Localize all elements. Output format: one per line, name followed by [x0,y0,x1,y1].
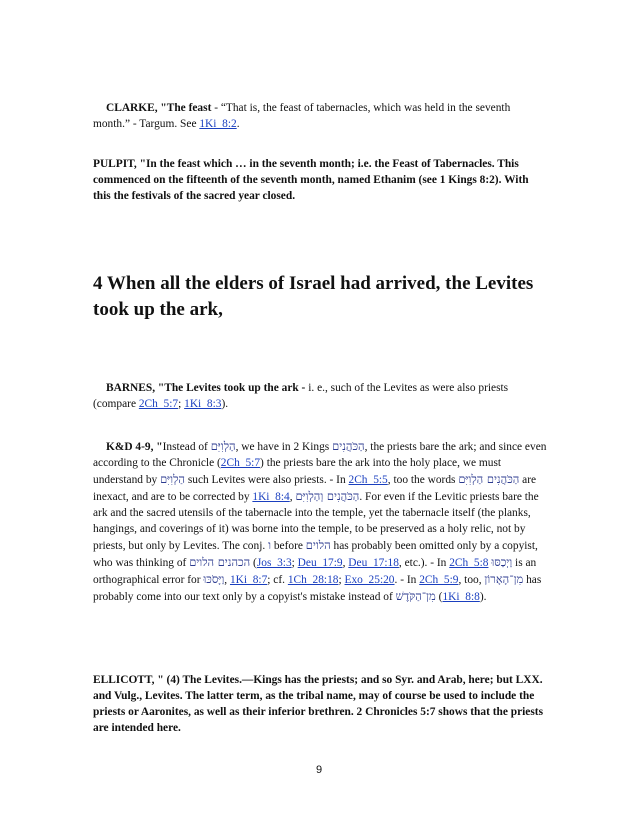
scripture-link[interactable]: 1Ki_8:7 [229,574,268,586]
hebrew-text: הַכֹּהֲנִים הַלְוִיִּם [458,472,520,486]
hebrew-text: וַיְכַסּוּ [491,555,513,569]
ellicott-commentary: ELLICOTT, " (4) The Levites.—Kings has the priests; and so Syr. and Arab, here; but LXX. and Vulg., Levites. The latter term, as the tribal name, may of course be used to include the priests or Aaronites, as well as their inferior brethren. 2 Chronicles 5:7 shows that the priests are intended here. [93,674,544,734]
scripture-link[interactable]: 1Ch_28:18 [287,574,339,586]
hebrew-text: וַיָּסֹכּוּ [203,572,225,586]
kd-commentary: K&D 4-9, "Instead of הַלְוִיִּם, we have in 2 Kings הַכֹּהֲנִים, the priests bare the ark; and since even according to the Chronicle (2Ch_5:7) the priests bare the ark into the holy place, we must understand by הַלְוִיִּם such Levites were also priests. - In 2Ch_5:5, too the words הַכֹּהֲנִים הַלְוִיִּם are inexact, and are to be corrected by 1Ki_8:4, הַכֹּהֲנִים וְהַלְוִיִּם. For even if the Levitic priests bare the ark and the sacred utensils of the tabernacle into the temple, yet the tabernacle itself (the planks, hangings, and coverings of it) was borne into the temple, to be preserved as a holy relic, not by priests, but only by Levites. The conj. ו before הלוים has probably been omitted only by a copyist, who was thinking of הכהנים הלוים (Jos_3:3; Deu_17:9, Deu_17:18, etc.). - In 2Ch_5:8 וַיְכַסּוּ is an orthographical error for וַיָּסֹכּוּ, 1Ki_8:7; cf. 1Ch_28:18; Exo_25:20. - In 2Ch_5:9, too, מִן־הָאָרוֹן has probably come into our text only by a copyist's mistake instead of מִן־הַקֹּדֶשׁ (1Ki_8:8). [93,439,547,603]
scripture-link[interactable]: 1Ki_8:4 [252,491,290,503]
scripture-link[interactable]: 2Ch_5:5 [348,474,388,486]
scripture-link[interactable]: Deu_17:9 [297,557,343,569]
hebrew-text: ו [268,538,271,552]
scripture-link[interactable]: 2Ch_5:8 [449,557,489,569]
pulpit-commentary: PULPIT, "In the feast which … in the seventh month; i.e. the Feast of Tabernacles. This commenced on the fifteenth of the seventh month, named Ethanim (see 1 Kings 8:2). With this the festivals of the sacred year closed. [93,158,529,202]
hebrew-text: הַכֹּהֲנִים וְהַלְוִיִּם [295,489,360,503]
scripture-link[interactable]: 2Ch_5:7 [220,457,261,469]
hebrew-text: הַכֹּהֲנִים [332,439,365,453]
hebrew-text: הַלְוִיִּם [210,439,236,453]
hebrew-text: מִן־הָאָרוֹן [484,572,524,586]
clarke-commentary: CLARKE, "The feast - “That is, the feast of tabernacles, which was held in the seventh month.” - Targum. See 1Ki_8:2. [93,102,511,130]
scripture-link[interactable]: Deu_17:18 [348,557,399,569]
hebrew-text: הכהנים הלוים [189,555,251,569]
scripture-link[interactable]: 1Ki_8:3 [184,398,222,410]
verse-heading: 4 When all the elders of Israel had arrived, the Levites took up the ark, [93,273,534,320]
hebrew-text: הַלְוִיִּם [160,472,185,486]
scripture-link[interactable]: 1Ki_8:8 [442,591,480,603]
scripture-link[interactable]: Exo_25:20 [344,574,395,586]
page-number: 9 [315,764,323,776]
kd-label: K&D 4-9, " [106,441,163,453]
barnes-commentary: BARNES, "The Levites took up the ark - i. e., such of the Levites as were also priests (compare 2Ch_5:7; 1Ki_8:3). [93,382,509,410]
scripture-link[interactable]: Jos_3:3 [256,557,292,569]
hebrew-text: מִן־הַקֹּדֶשׁ [395,589,436,603]
scripture-link[interactable]: 2Ch_5:9 [419,574,459,586]
scripture-link[interactable]: 1Ki_8:2 [199,118,237,130]
barnes-label: BARNES, "The Levites took up the ark - [106,382,306,394]
scripture-link[interactable]: 2Ch_5:7 [138,398,179,410]
clarke-label: CLARKE, "The feast [106,102,212,114]
hebrew-text: הלוים [305,538,331,552]
